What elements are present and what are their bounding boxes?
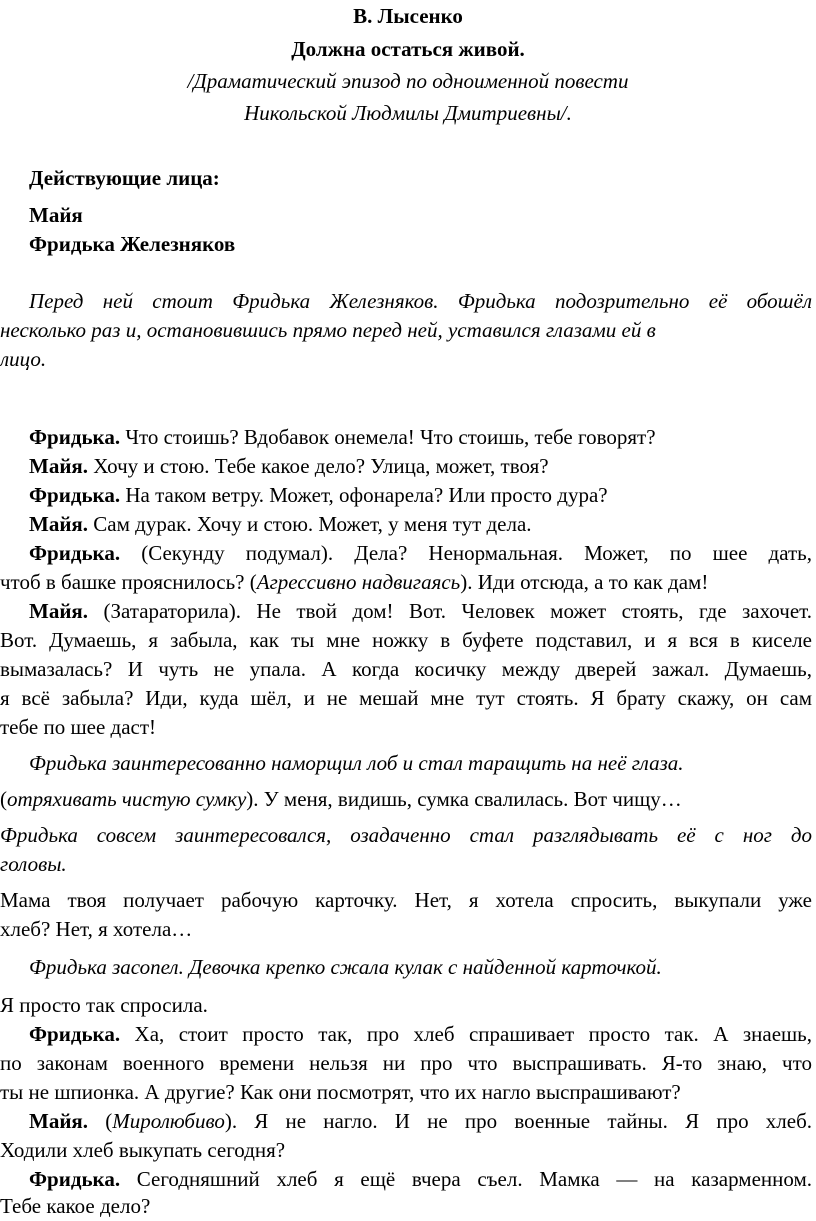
dialogue-line: Мама твоя получает рабочую карточку. Нет, я хотела спросить, выкупали уже [0, 888, 812, 912]
stage-direction-inline: отряхивать чистую сумку [7, 787, 247, 811]
dialogue-line: я всё забыла? Иди, куда шёл, и не мешай мне тут стоять. Я брату скажу, он сам [0, 686, 812, 710]
dialogue-line [0, 1020, 812, 1049]
dialogue-line [0, 785, 682, 814]
play-title: Должна остаться живой. [291, 37, 525, 61]
dialogue-line: хлеб? Нет, я хотела… [0, 917, 193, 941]
replica-text: ). Я не нагло. И не про военные тайны. Я про хлеб. [224, 1109, 813, 1133]
cast-heading: Действующие лица: [29, 166, 220, 190]
dialogue-line [29, 452, 549, 481]
stage-direction-inline: Агрессивно надвигаясь [256, 570, 461, 594]
cast-member: Майя [29, 203, 83, 227]
dialogue-line [29, 423, 656, 452]
subtitle-line-2: Никольской Людмилы Дмитриевны/. [244, 101, 572, 125]
dialogue-line: вымазалась? И чуть не упала. А когда косичку между дверей зажал. Думаешь, [0, 657, 812, 681]
dialogue-line: Ходили хлеб выкупать сегодня? [0, 1138, 286, 1162]
dialogue-line [29, 481, 608, 510]
dialogue-line [0, 597, 812, 626]
dialogue-line [0, 539, 812, 568]
dialogue-line: ты не шпионка. А другие? Как они посмотрят, что их нагло выспрашивают? [0, 1080, 681, 1104]
dialogue-line [0, 1107, 812, 1136]
dialogue-line [29, 510, 532, 539]
speaker-name: Фридька. [29, 1022, 121, 1046]
replica-text: ). Иди отсюда, а то как дам! [460, 570, 709, 594]
speaker-name: Майя. [29, 1109, 89, 1133]
replica-text: На таком ветру. Может, офонарела? Или просто дура? [125, 483, 608, 507]
speaker-name: Майя. [29, 454, 89, 478]
author-line: В. Лысенко [353, 4, 463, 28]
dialogue-line [0, 1165, 812, 1194]
replica-text: Хочу и стою. Тебе какое дело? Улица, может, твоя? [93, 454, 549, 478]
replica-text: чтоб в башке прояснилось? ( [0, 570, 257, 594]
speaker-name: Майя. [29, 599, 89, 623]
replica-text: ( [0, 787, 7, 811]
replica-text: Сам дурак. Хочу и стою. Может, у меня тут дела. [93, 512, 532, 536]
speaker-name: Майя. [29, 512, 89, 536]
speaker-name: Фридька. [29, 425, 121, 449]
replica-text: (Секунду подумал). Дела? Ненормальная. Может, по шее дать, [141, 541, 812, 565]
speaker-name: Фридька. [29, 1167, 121, 1191]
replica-text: ( [105, 1109, 113, 1133]
replica-text: Ха, стоит просто так, про хлеб спрашивает просто так. А знаешь, [134, 1022, 813, 1046]
cast-member: Фридька Железняков [29, 232, 236, 256]
replica-text: Что стоишь? Вдобавок онемела! Что стоишь, тебе говорят? [125, 425, 656, 449]
dialogue-line: по законам военного времени нельзя ни про что выспрашивать. Я-то знаю, что [0, 1051, 812, 1075]
stage-direction-line: Фридька засопел. Девочка крепко сжала кулак с найденной карточкой. [29, 955, 662, 979]
speaker-name: Фридька. [29, 483, 121, 507]
replica-text: ). У меня, видишь, сумка свалилась. Вот чищу… [246, 787, 682, 811]
replica-text: Сегодняшний хлеб я ещё вчера съел. Мамка — на казарменном. [136, 1167, 813, 1191]
speaker-name: Фридька. [29, 541, 121, 565]
dialogue-line [0, 568, 708, 597]
dialogue-line: Я просто так спросила. [0, 993, 208, 1017]
replica-text: (Затараторила). Не твой дом! Вот. Человек может стоять, где захочет. [103, 599, 812, 623]
stage-direction-line: несколько раз и, остановившись прямо перед ней, уставился глазами ей в [0, 318, 656, 342]
dialogue-line: тебе по шее даст! [0, 715, 157, 739]
stage-direction-line: лицо. [0, 347, 47, 371]
stage-direction-line: головы. [0, 852, 67, 876]
subtitle-line-1: /Драматический эпизод по одноименной повести [187, 69, 629, 93]
stage-direction-inline: Миролюбиво [112, 1109, 225, 1133]
dialogue-line: Вот. Думаешь, я забыла, как ты мне ножку в буфете подставил, и я вся в киселе [0, 628, 812, 652]
dialogue-line: Тебе какое дело? [0, 1194, 151, 1218]
stage-direction-line: Фридька совсем заинтересовался, озадаченно стал разглядывать её с ног до [0, 823, 812, 847]
stage-direction-line: Фридька заинтересованно наморщил лоб и стал таращить на неё глаза. [29, 751, 684, 775]
stage-direction-line: Перед ней стоит Фридька Железняков. Фридька подозрительно её обошёл [29, 289, 812, 313]
